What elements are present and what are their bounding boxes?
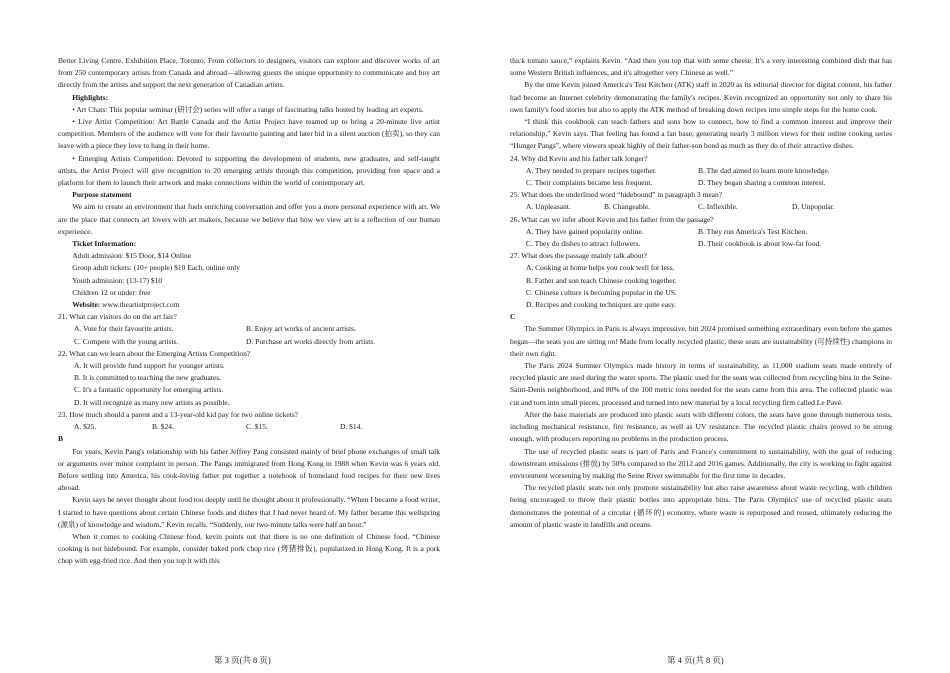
question-stem: 23. How much should a parent and a 13-year-old kid pay for two online tickets? (58, 409, 298, 419)
website-line (58, 299, 440, 311)
section-heading-c: C (510, 312, 516, 322)
question-stem: 24. Why did Kevin and his father talk longer? (510, 153, 648, 163)
passage-b-paragraph: By the time Kevin joined America's Test Kitchen (ATK) staff in 2020 as its editorial director for digital content, his father had become an Internet celebrity demonstrating the family's recipes. Kevin recognized an opportunity not only to share his own family's food stories but also to apply the ATK method of breaking down recipes into simple steps for the home cook. (510, 80, 892, 114)
answer-option: A. Vote for their favourite artists. (74, 324, 174, 334)
answer-option: B. They run America's Test Kitchen. (698, 226, 808, 236)
questions-block (510, 189, 892, 213)
passage-c-paragraph: The Paris 2024 Summer Olympics made history in terms of sustainability, as 11,000 stadium seats made entirely of recycled plastic are used during the water sports. The plastic used for the seats was collected from recycling bins in the Seine-Saint-Denis neighborhood, and 80% of the 100 metric tons needed for the seats came from this area. The collected plastic was cut and torn into small pieces, processed and turned into new material by a local recycling firm called Le Pavé. (510, 361, 892, 407)
ticket-line: Adult admission: $15 Door, $14 Online (72, 251, 192, 261)
answer-option: B. It is committed to teaching the new graduates. (74, 373, 222, 383)
answer-option: B. Changeable. (604, 202, 651, 212)
answer-option: C. Their complaints became less frequent. (526, 178, 653, 188)
answer-options-grid (58, 323, 440, 347)
highlights-heading: Highlights: (72, 92, 109, 102)
answer-option: B. $24. (152, 422, 174, 432)
answer-option: B. Enjoy art works of ancient artists. (246, 324, 356, 334)
answer-option: A. They needed to prepare recipes together. (526, 165, 657, 175)
highlight-item: • Live Artist Competition: Art Battle Canada and the Artist Project have teamed up to bring a 20-minute live artist competition. Members of the audience will vote for their favourite painting and later bid in a silent auction (拍卖), so they can leave with a piece they love to hang in their home. (58, 117, 440, 151)
answer-option: A. Unpleasant. (526, 202, 571, 212)
answer-option: A. It will provide fund support for younger artists. (74, 361, 225, 371)
purpose-heading: Purpose statement (72, 190, 132, 200)
questions-block (58, 348, 440, 409)
passage-b-paragraph: Kevin says he never thought about food too deeply until he thought about it professionally. “When I became a food writer, I started to have questions about certain Chinese foods and dishes that I had never heard of. My father became this wellspring (源泉) of knowledge and wisdom,” Kevin recalls. “Suddenly, our two-minute talks were half an hour.” (58, 495, 440, 529)
highlight-item: • Emerging Artists Competition: Devoted to supporting the development of students, new graduates, and self-taught artists, the Artist Project will give recognition to 20 emerging artists through this competition, providing free space and a platform for them to launch their artwork and make connections within the world of contemporary art. (58, 153, 440, 188)
passage-c-paragraph: The Summer Olympics in Paris is always impressive, but 2024 promised something extraordinary even before the games began—the seats you are sitting on! Made from locally recycled plastic, these seats are sustainability (可持续性) champions in their own right. (510, 324, 892, 358)
purpose-paragraph: We aim to create an environment that fuels enriching conversation and offer you a more personal experience with art. We are the place that connects art lovers with art makers, because we believe that how we view art is a reflection of our human experience. (58, 202, 440, 236)
page-number-right: 第 4 页(共 8 页) (667, 655, 724, 665)
passage-b-paragraph: “I think this cookbook can teach fathers and sons how to connect, how to find a common interest and improve their relationship,” Kevin says. That feeling has found a fan base, generating nearly 3 million views for their online cooking series “Hunger Pangs”, where viewers speak highly of their father-son bond as much as they do of their attractive dishes. (510, 117, 892, 151)
answer-options-grid (510, 226, 892, 250)
ticket-line: Children 12 or under: free (72, 287, 151, 297)
question-stem: 25. What does the underlined word “hidebound” in paragraph 3 mean? (510, 190, 723, 200)
question-stem: 27. What does the passage mainly talk about? (510, 251, 647, 261)
questions-block (58, 409, 440, 433)
question-stem: 26. What can we infer about Kevin and his father from the passage? (510, 214, 714, 224)
ticket-heading: Ticket Information: (72, 239, 137, 249)
questions-block (510, 250, 892, 311)
answer-option: D. Purchase art works directly from artists. (246, 336, 376, 346)
website-url: www.theartistproject.com (102, 300, 180, 310)
passage-b-paragraph: For years, Kevin Pang's relationship with his father Jeffrey Pang consisted mainly of brief phone exchanges of small talk or arguments over minor complaint in person. The Pangs immigrated from Hong Kong in 1988 when Kevin was 6 years old. Before settling into America, his cook-loving father put together a notebook of homeland food recipes for their new lives abroad. (58, 446, 440, 493)
answer-option: C. It's a fantastic opportunity for emerging artists. (74, 385, 224, 395)
section-heading-b: B (58, 434, 64, 444)
answer-option: B. The dad aimed to learn more knowledge. (698, 165, 830, 175)
answer-option: D. Their cookbook is about low-fat food. (698, 239, 822, 249)
answer-option: B. Father and son teach Chinese cooking together. (526, 275, 677, 285)
passage-c-paragraph: The use of recycled plastic seats is part of Paris and France's commitment to sustainability, with the goal of reducing downstream emissions (排放) by 50% compared to the 2012 and 2016 games. Additionally, the city is working to fight against environment worsening by making the Seine River swimmable for the first time in decades. (510, 446, 892, 480)
answer-options-grid (58, 421, 440, 433)
ticket-line: Group adult tickets: (10+ people) $10 Each, online only (72, 263, 240, 273)
answer-option: D. Recipes and cooking techniques are quite easy. (526, 300, 677, 310)
right-page-column (510, 55, 892, 531)
answer-option: C. $15. (246, 422, 268, 432)
website-label: Website: (72, 300, 101, 310)
answer-option: D. They began sharing a common interest. (698, 178, 826, 188)
answer-option: C. Inflexible. (698, 202, 738, 212)
answer-option: C. They do dishes to attract followers. (526, 239, 641, 249)
intro-paragraph: Better Living Centre, Exhibition Place, Toronto. From collectors to designers, visitors can explore and discover works of art from 250 contemporary artists from Canada and abroad—allowing guests the unique opportunity to communicate and buy art directly from the artists and support the next generation of Canadian artists. (58, 56, 440, 90)
passage-c-paragraph: The recycled plastic seats not only promote sustainability but also raise awareness about waste recycling, with children being encouraged to throw their plastic bottles into appropriate bins. The Paris Olympics' use of recycled plastic seats demonstrates the potential of a circular (循环的) economy, where waste is repurposed and reused, ultimately reducing the amount of plastic waste in landfills and oceans. (510, 483, 892, 529)
passage-b-paragraph: When it comes to cooking Chinese food, kevin points out that there is no one definition of Chinese food. “Chinese cooking is not hidebound. For example, consider baked pork chop rice (烤猪排饭), popularized in Hong Kong. It is a pork chop with egg-fried rice. And then you top it with this (58, 531, 440, 566)
questions-block (58, 311, 440, 348)
answer-options-grid (510, 165, 892, 189)
answer-option: A. They have gained popularity online. (526, 226, 644, 236)
questions-block (510, 214, 892, 251)
answer-options-grid (510, 201, 892, 213)
answer-option: C. Chinese culture is becoming popular in the US. (526, 287, 677, 297)
question-stem: 22. What can we learn about the Emerging Artists Competition? (58, 348, 251, 358)
question-stem: 21. What can visitors do on the art fair? (58, 312, 177, 322)
questions-block (510, 153, 892, 190)
answer-option: D. Unpopular. (792, 202, 835, 212)
passage-c-paragraph: After the base materials are produced into plastic seats with different colors, the seats have gone through numerous tests, including mechanical resistance, fire resistance, as well as UV resistance. The recycled plastic chairs proved to be strong enough, with producers reporting no problems in the production process. (510, 409, 892, 444)
answer-option: D. It will recognize as many new artists as possible. (74, 397, 230, 407)
answer-option: A. $25. (74, 422, 97, 432)
highlight-item: • Art Chats: This popular seminar (研讨会) series will offer a range of fascinating talks hosted by leading art experts. (72, 104, 424, 114)
page-number-left: 第 3 页(共 8 页) (214, 655, 271, 665)
answer-option: D. $14. (340, 422, 363, 432)
answer-option: C. Compete with the young artists. (74, 336, 179, 346)
left-page-column (58, 55, 440, 568)
answer-option: A. Cooking at home helps you cook well for less. (526, 263, 675, 273)
ticket-line: Youth admission: (13-17) $10 (72, 275, 163, 285)
passage-b-paragraph: thick tomato sauce,” explains Kevin. “And then you top that with some cheese. It's a very interesting combined dish that has some Western British influences, and it's altogether very Chinese as well.” (510, 56, 892, 78)
